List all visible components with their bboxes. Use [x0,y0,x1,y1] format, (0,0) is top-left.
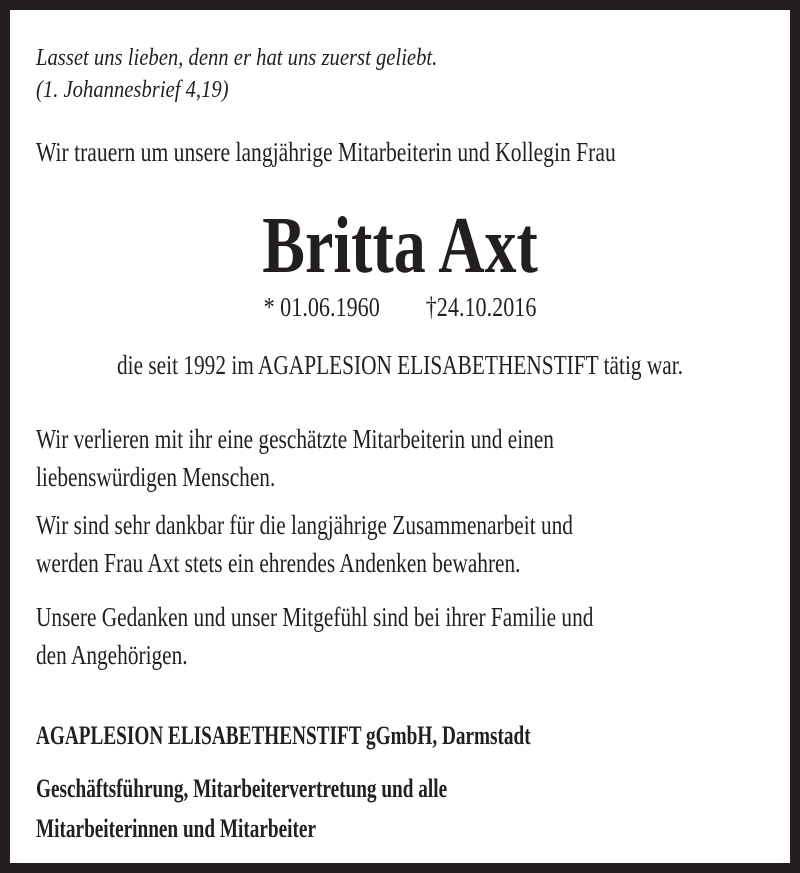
mourning-intro: Wir trauern um unsere langjährige Mitarbeiterin und Kollegin Frau [36,137,616,167]
signature-line-1: Geschäftsführung, Mitarbeitervertretung und alle [36,774,448,803]
birth-date: * 01.06.1960 [263,292,380,322]
death-date: †24.10.2016 [425,292,537,322]
life-dates [80,294,720,321]
deceased-name: Britta Axt [262,202,538,290]
bible-quote: Lasset uns lieben, denn er hat uns zuerst geliebt. [36,45,438,71]
tenure-statement: die seit 1992 im AGAPLESION ELISABETHENSTIFT tätig war. [116,350,684,380]
bible-reference: (1. Johannesbrief 4,19) [36,77,229,103]
paragraph-3-line-2: den Angehörigen. [36,640,188,670]
signature-line-2: Mitarbeiterinnen und Mitarbeiter [36,814,316,843]
paragraph-2-line-2: werden Frau Axt stets ein ehrendes Andenken bewahren. [36,548,521,578]
paragraph-1-line-2: liebenswürdigen Menschen. [36,462,276,492]
paragraph-2-line-1: Wir sind sehr dankbar für die langjährige Zusammenarbeit und [36,510,573,540]
paragraph-1-line-1: Wir verlieren mit ihr eine geschätzte Mitarbeiterin und einen [36,424,554,454]
organization-signature: AGAPLESION ELISABETHENSTIFT gGmbH, Darmstadt [36,721,531,750]
paragraph-3-line-1: Unsere Gedanken und unser Mitgefühl sind bei ihrer Familie und [36,602,594,632]
obituary-notice [10,10,790,863]
